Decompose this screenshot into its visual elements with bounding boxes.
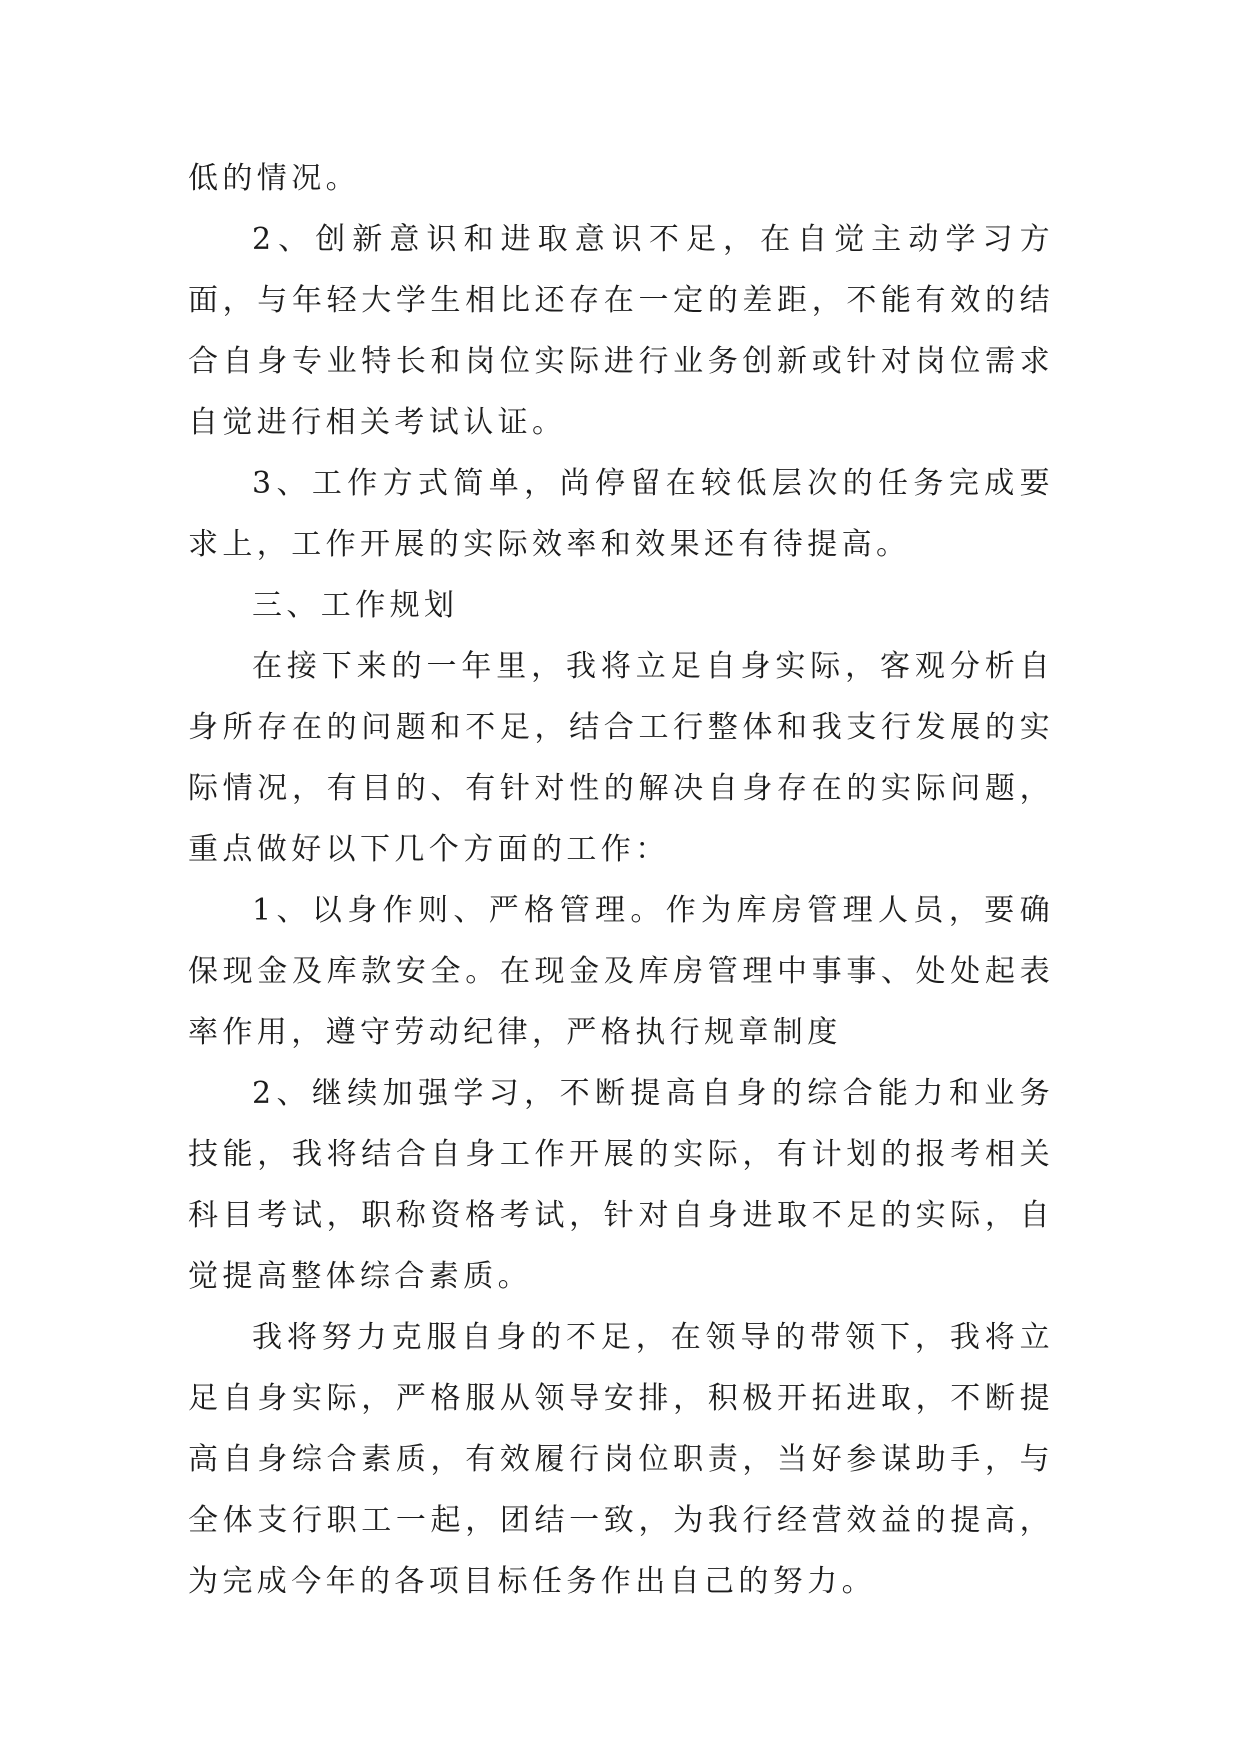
paragraph: 我将努力克服自身的不足，在领导的带领下，我将立足自身实际，严格服从领导安排，积极开拓进取，不断提高自身综合素质，有效履行岗位职责，当好参谋助手，与全体支行职工一起，团结一致，为我行经营效益的提高，为完成今年的各项目标任务作出自己的努力。 [188, 1320, 1054, 1599]
paragraph: 1、以身作则、严格管理。作为库房管理人员，要确保现金及库款安全。在现金及库房管理中事事、处处起表率作用，遵守劳动纪律，严格执行规章制度 [188, 893, 1054, 1050]
paragraph: 3、工作方式简单，尚停留在较低层次的任务完成要求上，工作开展的实际效率和效果还有待提高。 [188, 466, 1054, 562]
paragraph: 在接下来的一年里，我将立足自身实际，客观分析自身所存在的问题和不足，结合工行整体和我支行发展的实际情况，有目的、有针对性的解决自身存在的实际问题，重点做好以下几个方面的工作： [188, 649, 1054, 867]
document-body [188, 148, 1054, 1612]
section-heading: 三、工作规划 [252, 588, 459, 623]
paragraph: 低的情况。 [188, 161, 360, 196]
paragraph: 2、继续加强学习，不断提高自身的综合能力和业务技能，我将结合自身工作开展的实际，有计划的报考相关科目考试，职称资格考试，针对自身进取不足的实际，自觉提高整体综合素质。 [188, 1076, 1054, 1294]
paragraph: 2、创新意识和进取意识不足，在自觉主动学习方面，与年轻大学生相比还存在一定的差距，不能有效的结合自身专业特长和岗位实际进行业务创新或针对岗位需求自觉进行相关考试认证。 [188, 222, 1054, 440]
